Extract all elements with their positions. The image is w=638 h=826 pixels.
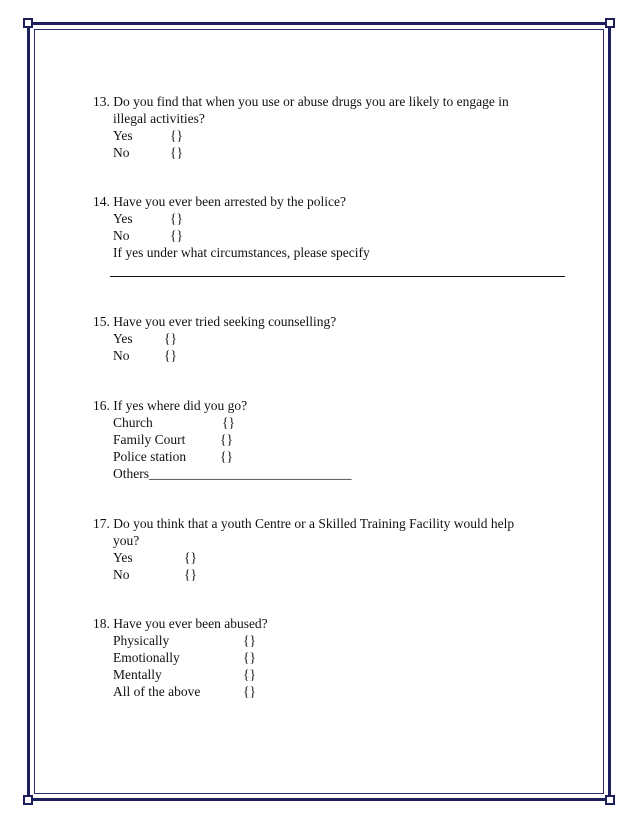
question-17-continuation: you? xyxy=(113,533,140,548)
option-yes-label: Yes xyxy=(113,550,133,565)
question-18-title: 18. Have you ever been abused? xyxy=(93,616,268,631)
question-13-continuation: illegal activities? xyxy=(113,111,205,126)
checkbox-yes[interactable]: {} xyxy=(184,550,197,565)
checkbox-no[interactable]: {} xyxy=(184,567,197,582)
question-13-title: 13. Do you find that when you use or abuse drugs you are likely to engage in xyxy=(93,94,509,109)
border-corner-top-left xyxy=(23,18,33,28)
option-row[interactable] xyxy=(93,448,352,465)
option-all-of-the-above-label: All of the above xyxy=(113,684,201,699)
option-mentally-label: Mentally xyxy=(113,667,162,682)
option-row[interactable] xyxy=(93,227,370,244)
option-row[interactable] xyxy=(93,549,514,566)
border-corner-top-right xyxy=(605,18,615,28)
option-row[interactable] xyxy=(93,127,509,144)
option-physically-label: Physically xyxy=(113,633,170,648)
question-15-title: 15. Have you ever tried seeking counselling? xyxy=(93,314,337,329)
option-row[interactable] xyxy=(93,649,268,666)
checkbox-emotionally[interactable]: {} xyxy=(243,650,256,665)
option-others-field[interactable]: Others______________________________ xyxy=(113,466,352,481)
checkbox-mentally[interactable]: {} xyxy=(243,667,256,682)
question-14 xyxy=(93,193,370,261)
border-corner-bottom-left xyxy=(23,795,33,805)
question-16-title: 16. If yes where did you go? xyxy=(93,398,248,413)
checkbox-physically[interactable]: {} xyxy=(243,633,256,648)
checkbox-no[interactable]: {} xyxy=(170,145,183,160)
checkbox-family-court[interactable]: {} xyxy=(220,432,233,447)
option-family-court-label: Family Court xyxy=(113,432,186,447)
checkbox-yes[interactable]: {} xyxy=(170,128,183,143)
option-no-label: No xyxy=(113,145,130,160)
option-emotionally-label: Emotionally xyxy=(113,650,180,665)
option-no-label: No xyxy=(113,228,130,243)
checkbox-yes[interactable]: {} xyxy=(170,211,183,226)
checkbox-police-station[interactable]: {} xyxy=(220,449,233,464)
option-row[interactable] xyxy=(93,414,352,431)
option-row[interactable] xyxy=(93,566,514,583)
checkbox-no[interactable]: {} xyxy=(170,228,183,243)
option-row[interactable] xyxy=(93,666,268,683)
option-no-label: No xyxy=(113,567,130,582)
question-17 xyxy=(93,515,514,583)
checkbox-yes[interactable]: {} xyxy=(164,331,177,346)
option-row[interactable] xyxy=(93,683,268,700)
question-15 xyxy=(93,313,336,364)
option-yes-label: Yes xyxy=(113,331,133,346)
option-row[interactable] xyxy=(93,347,336,364)
question-14-followup: If yes under what circumstances, please specify xyxy=(113,245,370,260)
specify-answer-line[interactable] xyxy=(110,276,565,277)
option-row[interactable] xyxy=(93,144,509,161)
border-corner-bottom-right xyxy=(605,795,615,805)
question-18 xyxy=(93,615,268,700)
option-row[interactable] xyxy=(93,632,268,649)
checkbox-all-of-the-above[interactable]: {} xyxy=(243,684,256,699)
option-yes-label: Yes xyxy=(113,211,133,226)
question-14-title: 14. Have you ever been arrested by the police? xyxy=(93,194,347,209)
option-row[interactable] xyxy=(93,330,336,347)
question-16 xyxy=(93,397,352,482)
option-yes-label: Yes xyxy=(113,128,133,143)
question-17-title: 17. Do you think that a youth Centre or a Skilled Training Facility would help xyxy=(93,516,515,531)
option-row[interactable] xyxy=(93,210,370,227)
checkbox-church[interactable]: {} xyxy=(222,415,235,430)
option-no-label: No xyxy=(113,348,130,363)
question-13 xyxy=(93,93,509,161)
option-row[interactable] xyxy=(93,431,352,448)
checkbox-no[interactable]: {} xyxy=(164,348,177,363)
option-police-station-label: Police station xyxy=(113,449,187,464)
option-church-label: Church xyxy=(113,415,153,430)
